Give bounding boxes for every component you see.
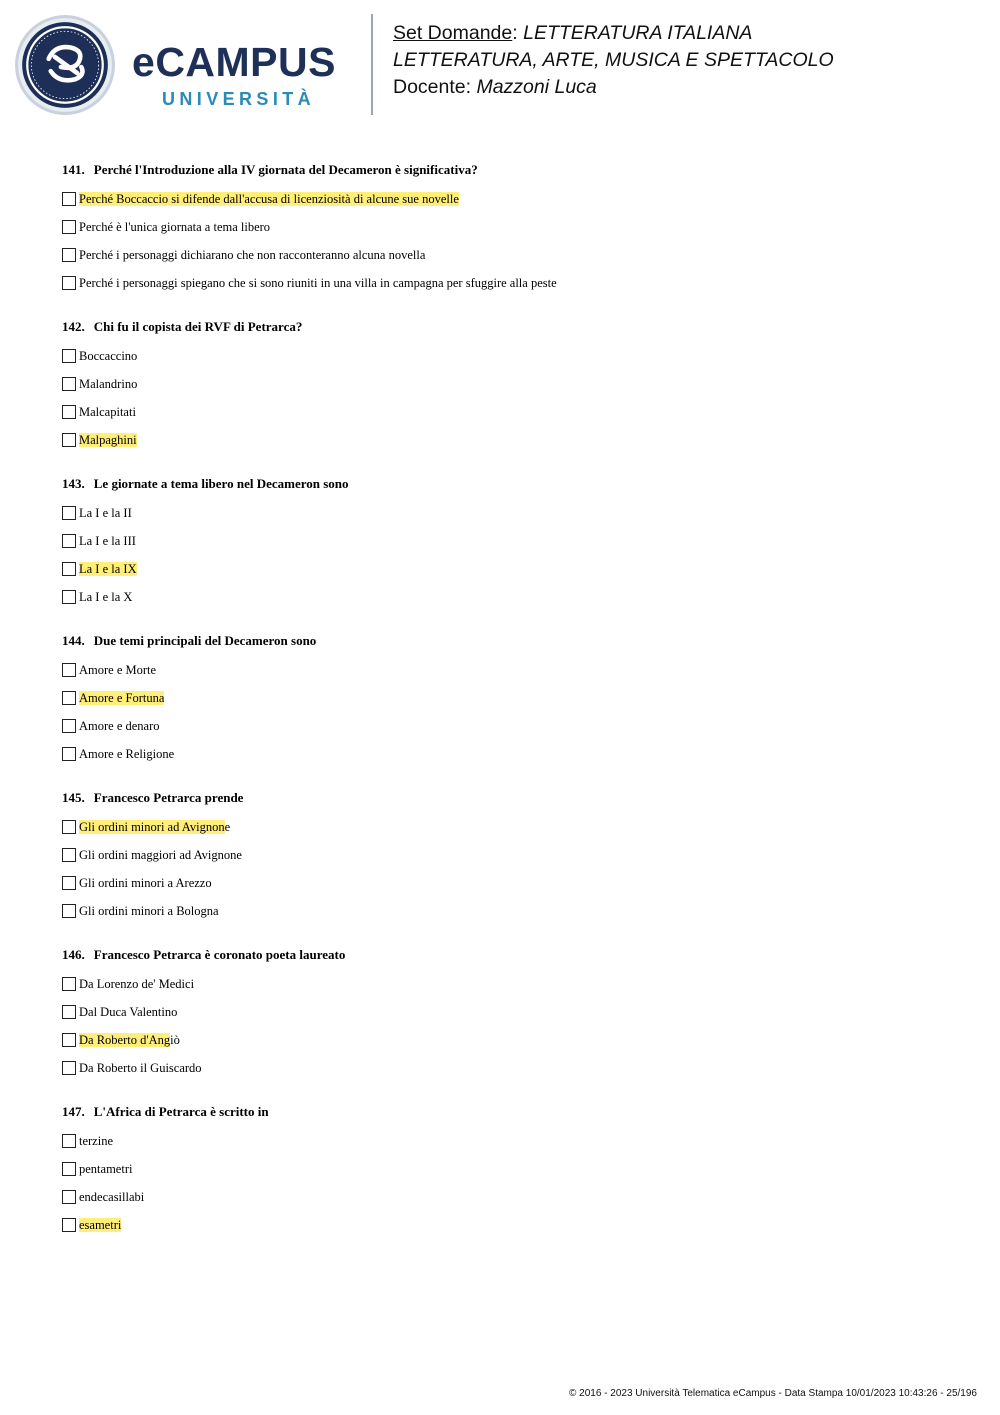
set-line (393, 20, 834, 47)
answer-text-rest: Boccaccino (79, 348, 138, 363)
answer-checkbox[interactable] (62, 904, 76, 918)
header-divider (371, 14, 373, 115)
answer-checkbox[interactable] (62, 663, 76, 677)
answer-option[interactable] (62, 897, 962, 925)
question-text: Le giornate a tema libero nel Decameron sono (93, 476, 349, 491)
answer-text (79, 691, 164, 706)
answer-text-rest: Amore e Morte (79, 662, 157, 677)
question-number: 142. (62, 319, 85, 334)
wordmark-e: e (132, 39, 156, 85)
question-141 (62, 160, 962, 297)
docente-line (393, 74, 834, 101)
answer-option[interactable] (62, 583, 962, 611)
ecampus-seal-logo (14, 14, 116, 116)
question-title (62, 788, 962, 808)
question-number: 145. (62, 790, 85, 805)
answer-checkbox[interactable] (62, 747, 76, 761)
answer-text (79, 820, 230, 835)
answer-checkbox[interactable] (62, 248, 76, 262)
answer-text (79, 1190, 144, 1205)
answer-option[interactable] (62, 712, 962, 740)
answer-text (79, 1218, 121, 1233)
question-number: 144. (62, 633, 85, 648)
answer-text-rest: Da Lorenzo de' Medici (79, 976, 195, 991)
answer-option[interactable] (62, 656, 962, 684)
question-text: Francesco Petrarca è coronato poeta laureato (93, 947, 346, 962)
question-number: 146. (62, 947, 85, 962)
wordmark-universita: UNIVERSITÀ (162, 89, 316, 109)
answer-text-rest: Amore e Religione (79, 746, 175, 761)
answer-text (79, 1061, 202, 1076)
answer-text-rest: Malandrino (79, 376, 138, 391)
answer-text-rest: Dal Duca Valentino (79, 1004, 178, 1019)
answer-text-rest: La I e la III (79, 533, 136, 548)
question-title (62, 317, 962, 337)
highlighted-answer-text: Amore e Fortuna (79, 690, 165, 705)
answer-checkbox[interactable] (62, 1190, 76, 1204)
answer-text-rest: iò (170, 1032, 180, 1047)
answer-text (79, 876, 212, 891)
question-number: 141. (62, 162, 85, 177)
answer-text-rest: pentametri (79, 1161, 133, 1176)
ecampus-wordmark (132, 38, 357, 114)
answer-option[interactable] (62, 841, 962, 869)
question-title (62, 945, 962, 965)
answer-option[interactable] (62, 1026, 962, 1054)
page-footer: © 2016 - 2023 Università Telematica eCampus - Data Stampa 10/01/2023 10:43:26 - 25/196 (569, 1388, 977, 1399)
answer-option[interactable] (62, 499, 962, 527)
answer-option[interactable] (62, 970, 962, 998)
question-title (62, 631, 962, 651)
answer-checkbox[interactable] (62, 876, 76, 890)
answer-option[interactable] (62, 269, 962, 297)
question-147 (62, 1102, 962, 1239)
header-info (393, 20, 834, 101)
answer-option[interactable] (62, 342, 962, 370)
answer-text-rest: e (224, 819, 231, 834)
answer-checkbox[interactable] (62, 1218, 76, 1232)
answer-option[interactable] (62, 527, 962, 555)
answer-text (79, 405, 136, 420)
answer-checkbox[interactable] (62, 590, 76, 604)
answer-text-rest: Perché i personaggi dichiarano che non racconteranno alcuna novella (79, 247, 426, 262)
question-144 (62, 631, 962, 768)
highlighted-answer-text: Da Roberto d'Ang (79, 1032, 171, 1047)
question-text: Due temi principali del Decameron sono (93, 633, 317, 648)
answer-checkbox[interactable] (62, 276, 76, 290)
answer-text (79, 534, 136, 549)
answer-text-rest: endecasillabi (79, 1189, 145, 1204)
answer-text (79, 1033, 180, 1048)
question-text: Francesco Petrarca prende (93, 790, 244, 805)
answer-text-rest: Gli ordini minori a Bologna (79, 903, 219, 918)
answer-checkbox[interactable] (62, 405, 76, 419)
answer-text-rest: Malcapitati (79, 404, 136, 419)
answer-checkbox[interactable] (62, 506, 76, 520)
answer-checkbox[interactable] (62, 1033, 76, 1047)
answer-checkbox[interactable] (62, 220, 76, 234)
answer-text (79, 248, 425, 263)
highlighted-answer-text: Gli ordini minori ad Avignon (79, 819, 225, 834)
answer-checkbox[interactable] (62, 691, 76, 705)
answer-option[interactable] (62, 213, 962, 241)
answer-text (79, 1134, 113, 1149)
answer-option[interactable] (62, 869, 962, 897)
question-title (62, 1102, 962, 1122)
answer-option[interactable] (62, 398, 962, 426)
answer-checkbox[interactable] (62, 848, 76, 862)
answer-text-rest: Gli ordini minori a Arezzo (79, 875, 212, 890)
answer-text-rest: La I e la II (79, 505, 132, 520)
answer-option[interactable] (62, 1211, 962, 1239)
answer-text (79, 506, 132, 521)
answer-text (79, 904, 219, 919)
subject-primary: LETTERATURA ITALIANA (523, 22, 753, 44)
answer-option[interactable] (62, 1127, 962, 1155)
answer-option[interactable] (62, 740, 962, 768)
answer-text (79, 220, 270, 235)
question-number: 143. (62, 476, 85, 491)
answer-text (79, 719, 160, 734)
answer-option[interactable] (62, 555, 962, 583)
answer-checkbox[interactable] (62, 534, 76, 548)
set-colon: : (512, 22, 524, 44)
highlighted-answer-text: Malpaghini (79, 432, 137, 447)
answer-text (79, 433, 137, 448)
answer-checkbox[interactable] (62, 377, 76, 391)
answer-option[interactable] (62, 370, 962, 398)
answer-text-rest: Da Roberto il Guiscardo (79, 1060, 202, 1075)
answer-option[interactable] (62, 998, 962, 1026)
wordmark-text (132, 38, 336, 86)
answer-text-rest: Perché i personaggi spiegano che si sono riuniti in una villa in campagna per sfuggire alla peste (79, 275, 557, 290)
answer-checkbox[interactable] (62, 349, 76, 363)
question-text: Chi fu il copista dei RVF di Petrarca? (93, 319, 303, 334)
answer-text (79, 590, 132, 605)
question-title (62, 474, 962, 494)
answer-checkbox[interactable] (62, 719, 76, 733)
answer-checkbox[interactable] (62, 1162, 76, 1176)
question-142 (62, 317, 962, 454)
answer-text (79, 192, 459, 207)
answer-option[interactable] (62, 241, 962, 269)
answer-option[interactable] (62, 813, 962, 841)
highlighted-answer-text: La I e la IX (79, 561, 137, 576)
answer-checkbox[interactable] (62, 192, 76, 206)
docente-label: Docente: (393, 76, 477, 98)
answer-text (79, 747, 174, 762)
answer-option[interactable] (62, 426, 962, 454)
answer-text (79, 1162, 132, 1177)
answer-checkbox[interactable] (62, 977, 76, 991)
highlighted-answer-text: esametri (79, 1217, 122, 1232)
answer-checkbox[interactable] (62, 562, 76, 576)
question-143 (62, 474, 962, 611)
question-text: L'Africa di Petrarca è scritto in (93, 1104, 269, 1119)
answer-checkbox[interactable] (62, 1134, 76, 1148)
answer-option[interactable] (62, 1054, 962, 1082)
subject-secondary: LETTERATURA, ARTE, MUSICA E SPETTACOLO (393, 49, 834, 71)
answer-text (79, 663, 156, 678)
answer-text-rest: La I e la X (79, 589, 133, 604)
question-text: Perché l'Introduzione alla IV giornata del Decameron è significativa? (93, 162, 478, 177)
highlighted-answer-text: Perché Boccaccio si difende dall'accusa di licenziosità di alcune sue novelle (79, 191, 459, 206)
answer-text (79, 977, 194, 992)
answer-checkbox[interactable] (62, 820, 76, 834)
questions-list (62, 160, 962, 1259)
answer-option[interactable] (62, 1155, 962, 1183)
answer-option[interactable] (62, 684, 962, 712)
answer-text (79, 848, 242, 863)
answer-text-rest: Gli ordini maggiori ad Avignone (79, 847, 242, 862)
set-label: Set Domande (393, 22, 513, 44)
answer-text (79, 1005, 177, 1020)
question-number: 147. (62, 1104, 85, 1119)
answer-text (79, 377, 137, 392)
wordmark-campus: CAMPUS (155, 39, 336, 85)
answer-option[interactable] (62, 1183, 962, 1211)
answer-text-rest: Perché è l'unica giornata a tema libero (79, 219, 271, 234)
answer-checkbox[interactable] (62, 433, 76, 447)
answer-text (79, 562, 137, 577)
page-header (0, 0, 1000, 130)
question-146 (62, 945, 962, 1082)
answer-option[interactable] (62, 185, 962, 213)
answer-text (79, 349, 137, 364)
answer-text (79, 276, 557, 291)
answer-checkbox[interactable] (62, 1061, 76, 1075)
answer-checkbox[interactable] (62, 1005, 76, 1019)
answer-text-rest: Amore e denaro (79, 718, 160, 733)
question-title (62, 160, 962, 180)
question-145 (62, 788, 962, 925)
docente-name: Mazzoni Luca (476, 76, 597, 98)
answer-text-rest: terzine (79, 1133, 114, 1148)
